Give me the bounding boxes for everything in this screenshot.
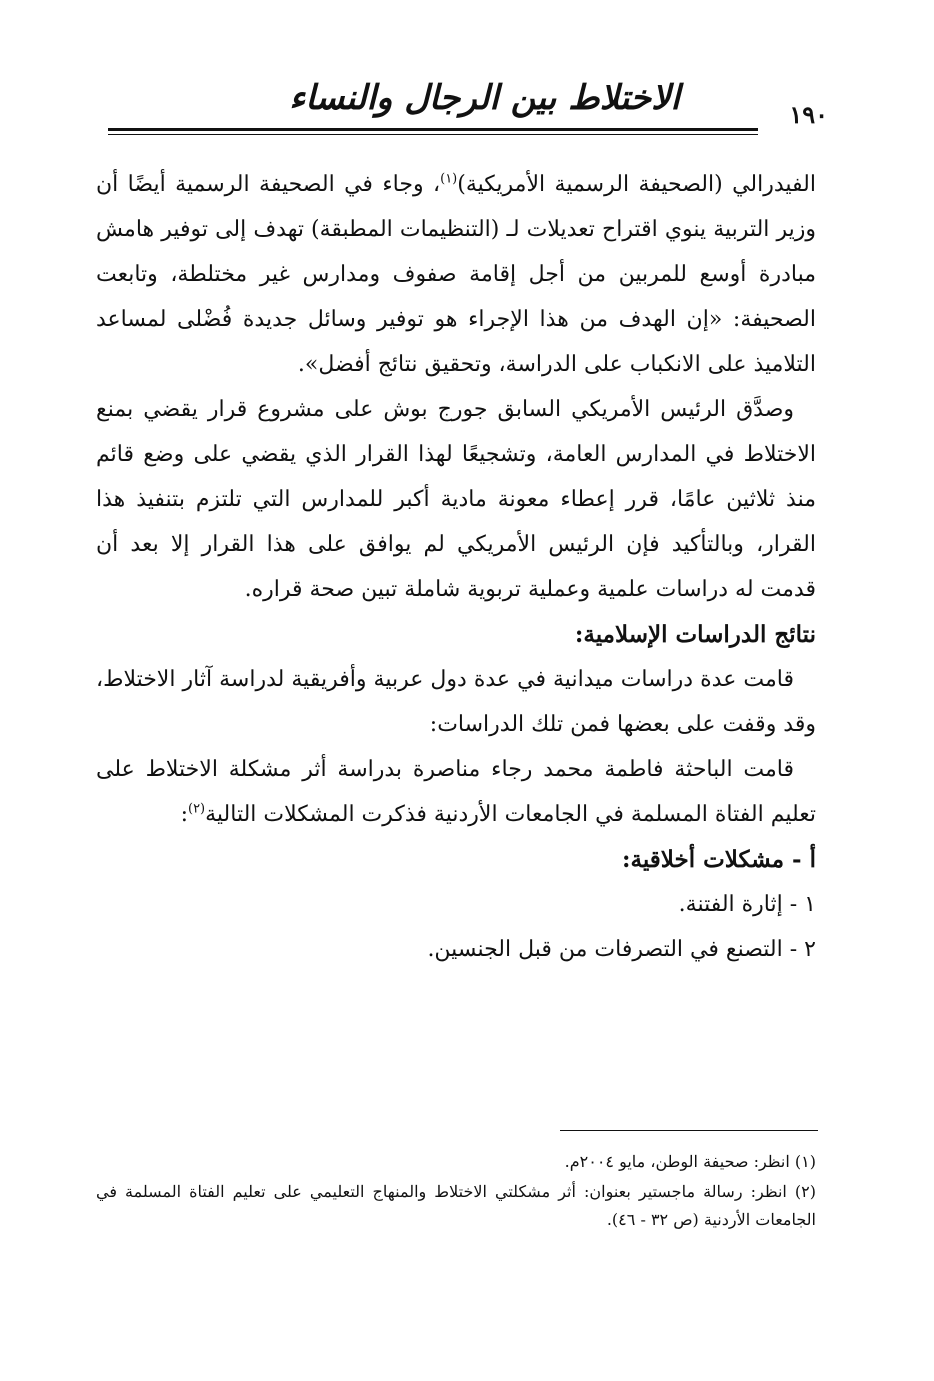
footnote-2: (٢) انظر: رسالة ماجستير بعنوان: أثر مشكلتي الاختلاط والمنهاج التعليمي على تعليم الفتاة المسلمة في الجامعات الأردنية (ص ٣٢ - ٤٦).	[96, 1182, 816, 1229]
running-title: الاختلاط بين الرجال والنساء	[289, 78, 680, 118]
body-text	[96, 162, 816, 972]
paragraph-1	[96, 162, 816, 387]
header-rule	[108, 128, 758, 131]
footnote-separator	[560, 1130, 818, 1131]
paragraph-4-text: قامت الباحثة فاطمة محمد رجاء مناصرة بدراسة أثر مشكلة الاختلاط على تعليم الفتاة المسلمة في الجامعات الأردنية فذكرت المشكلات التالية	[96, 757, 816, 827]
page-number: ١٩٠	[789, 100, 828, 129]
paragraph-1-start: الفيدرالي (الصحيفة الرسمية الأمريكية)	[457, 172, 817, 197]
footnote-1: (١) انظر: صحيفة الوطن، مايو ٢٠٠٤م.	[564, 1152, 816, 1171]
footnote-ref-2: (٢)	[187, 801, 206, 817]
paragraph-1-rest: ، وجاء في الصحيفة الرسمية أيضًا أن وزير التربية ينوي اقتراح تعديلات لـ (التنظيمات المطبقة) تهدف إلى توفير هامش مبادرة أوسع للمربين من أجل إقامة صفوف ومدارس غير مختلطة، وتابعت الصحيفة: «إن الهدف من هذا الإجراء هو توفير وسائل جديدة فُضْلى لمساعد التلاميذ على الانكباب على الدراسة، وتحقيق نتائج أفضل».	[96, 172, 816, 377]
paragraph-4-end: :	[180, 802, 188, 827]
list-item: ٢ - التصنع في التصرفات من قبل الجنسين.	[427, 937, 816, 962]
paragraph-3: قامت عدة دراسات ميدانية في عدة دول عربية وأفريقية لدراسة آثار الاختلاط، وقد وقفت على بعضها فمن تلك الدراسات:	[96, 667, 816, 737]
footnote-ref-1: (١)	[440, 171, 458, 187]
paragraph-2: وصدَّق الرئيس الأمريكي السابق جورج بوش على مشروع قرار يقضي بمنع الاختلاط في المدارس العامة، وتشجيعًا لهذا القرار الذي يقضي على وضع قائم منذ ثلاثين عامًا، قرر إعطاء معونة مادية أكبر للمدارس التي تلتزم بتنفيذ هذا القرار، وبالتأكيد فإن الرئيس الأمريكي لم يوافق على هذا القرار إلا بعد أن قدمت له دراسات علمية وعملية تربوية شاملة تبين صحة قراره.	[96, 397, 816, 602]
list-item: ١ - إثارة الفتنة.	[678, 892, 816, 917]
footnotes	[96, 1148, 816, 1236]
paragraph-4	[96, 747, 816, 837]
subsection-heading: أ - مشكلات أخلاقية:	[622, 846, 816, 873]
section-heading: نتائج الدراسات الإسلامية:	[574, 621, 816, 648]
page-header	[108, 78, 828, 138]
header-rule-thin	[108, 134, 758, 135]
